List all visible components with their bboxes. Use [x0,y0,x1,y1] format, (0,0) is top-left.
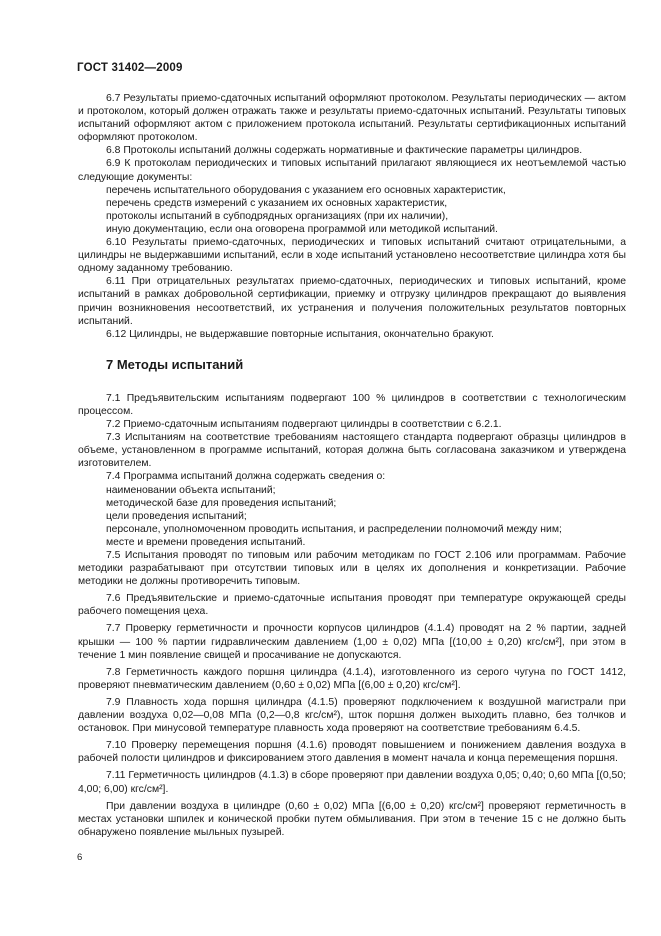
list-item: цели проведения испытаний; [106,510,247,522]
paragraph-7-11-continued: При давлении воздуха в цилиндре (0,60 ± 0,02) МПа [(6,00 ± 0,20) кгс/см²] проверяют герметичность в местах установки шпилек и конической пробки путем обмыливания. При этом в течение 15 с не должно быть обнаружено появление мыльных пузырей. [78,800,626,838]
paragraph-6-7: 6.7 Результаты приемо-сдаточных испытаний оформляют протоколом. Результаты периодических — актом и протоколом, который должен отражать также и результаты приемо-сдаточных испытаний. Результаты типовых испытаний оформляют актом с приложением протокола испытаний. Результаты сертификационных испытаний оформляют протоколом. [78,93,626,144]
list-item: месте и времени проведения испытаний. [106,536,306,548]
paragraph-6-12: 6.12 Цилиндры, не выдержавшие повторные испытания, окончательно бракуют. [106,328,494,340]
list-item: методической базе для проведения испытаний; [106,497,337,509]
document-body [78,92,626,839]
list-item: перечень испытательного оборудования с указанием его основных характеристик, [106,184,506,196]
paragraph-7-9: 7.9 Плавность хода поршня цилиндра (4.1.5) проверяют подключением к воздушной магистрали при давлении воздуха 0,02—0,08 МПа (0,2—0,8 кгс/см²), шток поршня должен выходить плавно, без толчков и остановок. При минусовой температуре плавность хода проверяют на соответствие требованиям 6.4.5. [78,696,626,735]
paragraph-7-5: 7.5 Испытания проводят по типовым или рабочим методикам по ГОСТ 2.106 или программам. Рабочие методики разрабатывают при отсутствии типовых или в целях их дополнения и конкретизации. Рабочие методики не должны противоречить типовым. [78,550,626,588]
list-item: иную документацию, если она оговорена программой или методикой испытаний. [106,223,498,235]
paragraph-7-6: 7.6 Предъявительские и приемо-сдаточные испытания проводят при температуре окружающей среды рабочего помещения цеха. [78,593,626,618]
paragraph-6-10: 6.10 Результаты приемо-сдаточных, периодических и типовых испытаний считают отрицательными, а цилиндры не выдержавшими испытаний, если в ходе испытаний установлено несоответствие цилиндра хотя бы одному заданному требованию. [78,237,626,275]
paragraph-7-3: 7.3 Испытаниям на соответствие требованиям настоящего стандарта подвергают образцы цилиндров в объеме, установленном в программе испытаний, которая должна быть согласована заказчиком и утверждена изготовителем. [78,432,626,470]
list-item: протоколы испытаний в субподрядных организациях (при их наличии), [106,210,449,222]
paragraph-6-11: 6.11 При отрицательных результатах приемо-сдаточных, периодических и типовых испытаний, кроме испытаний в рамках добровольной сертификации, приемку и отгрузку цилиндров прекращают до выявления причин возникновения несоответствий, их устранения и получения положительных результатов повторных испытаний. [78,276,626,327]
paragraph-7-8: 7.8 Герметичность каждого поршня цилиндра (4.1.4), изготовленного из серого чугуна по ГОСТ 1412, проверяют пневматическим давлением (0,60 ± 0,02) МПа [(6,00 ± 0,20) кгс/см²]. [78,666,626,691]
paragraph-7-2: 7.2 Приемо-сдаточным испытаниям подвергают цилиндры в соответствии с 6.2.1. [106,419,502,431]
section-heading: 7 Методы испытаний [106,356,244,372]
list-item: перечень средств измерений с указанием их основных характеристик, [106,197,448,209]
paragraph-7-7: 7.7 Проверку герметичности и прочности корпусов цилиндров (4.1.4) проводят на 2 % партии, задней крышки — 100 % партии гидравлическим давлением (1,00 ± 0,02) МПа [(10,00 ± 0,20) кгс/см²], при этом в течение 1 мин появление свищей и просачивание не допускаются. [78,623,626,661]
paragraph-7-10: 7.10 Проверку перемещения поршня (4.1.6) проводят повышением и понижением давления воздуха в рабочей полости цилиндров и фиксированием этого давления в момент начала и конца перемещения поршня. [78,740,626,765]
list-item: персонале, уполномоченном проводить испытания, и распределении полномочий между ним; [106,523,562,535]
document-header: ГОСТ 31402—2009 [77,62,183,74]
paragraph-7-4: 7.4 Программа испытаний должна содержать сведения о: [106,471,386,483]
list-item: наименовании объекта испытаний; [106,484,276,496]
paragraph-7-1: 7.1 Предъявительским испытаниям подвергают 100 % цилиндров в соответствии с технологическим процессом. [78,392,626,417]
paragraph-6-8: 6.8 Протоколы испытаний должны содержать нормативные и фактические параметры цилиндров. [106,145,583,157]
paragraph-7-11: 7.11 Герметичность цилиндров (4.1.3) в сборе проверяют при давлении воздуха 0,05; 0,40; 0,60 МПа [(0,50; 4,00; 6,00) кгс/см²]. [78,770,626,795]
paragraph-6-9: 6.9 К протоколам периодических и типовых испытаний прилагают являющиеся их неотъемлемой частью следующие документы: [78,158,626,183]
page-number: 6 [77,852,83,863]
